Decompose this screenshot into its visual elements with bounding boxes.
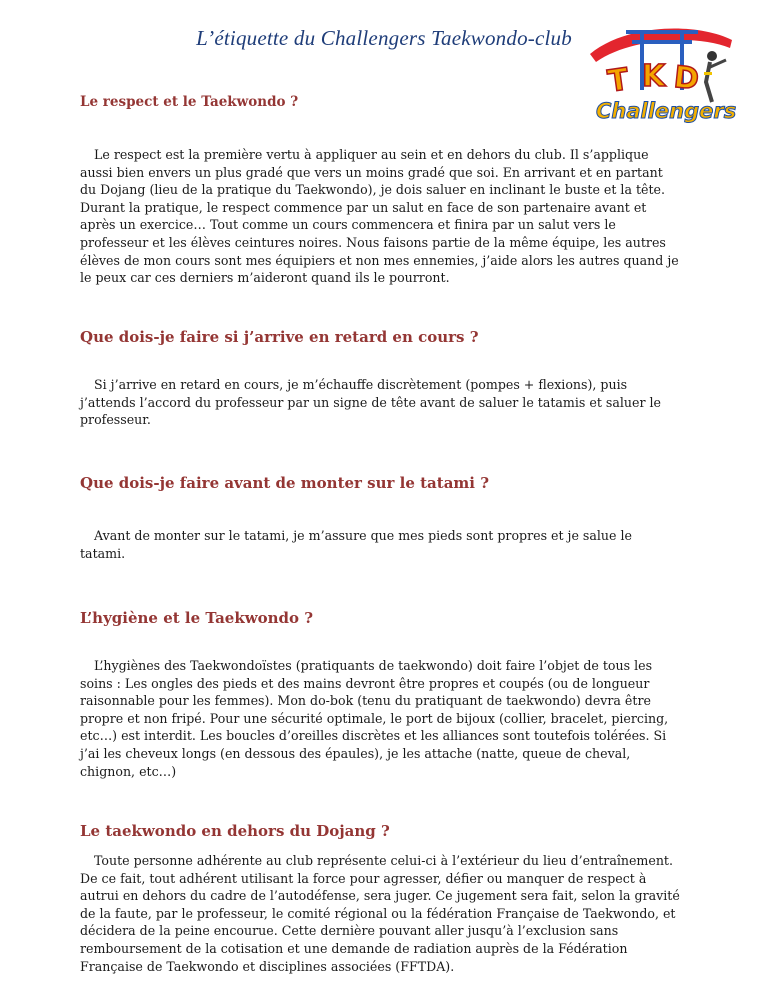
page-title: L’étiquette du Challengers Taekwondo-club [196, 26, 572, 50]
section-heading: L’hygiène et le Taekwondo ? [80, 609, 314, 627]
logo-letter-d: D [672, 59, 701, 98]
section-heading: Le taekwondo en dehors du Dojang ? [80, 822, 390, 840]
section-heading: Que dois-je faire avant de monter sur le tatami ? [80, 474, 489, 492]
section-heading: Que dois-je faire si j’arrive en retard en cours ? [80, 328, 479, 346]
section-body: Le respect est la première vertu à appliquer au sein et en dehors du club. Il s’applique aussi bien envers un plus gradé que vers un moins gradé que soi. En arrivant et en partant du Dojang (lieu de la pratique du Taekwondo), je dois saluer en inclinant le buste et la tête. Durant la pratique, le respect commence par un salut en face de son partenaire avant et après un exercice… Tout comme un cours commencera et finira par un salut vers le professeur et les élèves ceintures noires. Nous faisons partie de la même équipe, les autres élèves de mon cours sont mes équipiers et non mes ennemies, j’aide alors les autres quand je le peux car ces derniers m’aideront quand ils le pourront. [80, 147, 679, 286]
section-tatami [80, 474, 680, 562]
logo-letter-k: K [642, 59, 666, 94]
logo-letter-t: T [605, 61, 631, 100]
logo-caption: Challengers [596, 99, 736, 123]
section-hygiene [80, 609, 680, 780]
section-respect [80, 94, 680, 287]
section-dehors-dojang [80, 822, 680, 975]
section-body: Avant de monter sur le tatami, je m’assure que mes pieds sont propres et je salue le tatami. [80, 528, 632, 561]
section-body: Toute personne adhérente au club représente celui-ci à l’extérieur du lieu d’entraînement. De ce fait, tout adhérent utilisant la force pour agresser, défier ou manquer de respect à autrui en dehors du cadre de l’autodéfense, sera juger. Ce jugement sera fait, selon la gravité de la faute, par le professeur, le comité régional ou la fédération Française de Taekwondo, et décidera de la peine encourue. Cette dernière pouvant aller jusqu’à l’exclusion sans remboursement de la cotisation et une demande de radiation auprès de la Fédération Française de Taekwondo et disciplines associées (FFTDA). [80, 853, 680, 974]
section-retard [80, 328, 680, 429]
section-body: L’hygiènes des Taekwondoïstes (pratiquants de taekwondo) doit faire l’objet de tous les soins : Les ongles des pieds et des mains devront être propres et coupés (ou de longueur raisonnable pour les femmes). Mon do-bok (tenu du pratiquant de taekwondo) devra être propre et non fripé. Pour une sécurité optimale, le port de bijoux (collier, bracelet, piercing, etc…) est interdit. Les boucles d’oreilles discrètes et les alliances sont toutefois tolérées. Si j’ai les cheveux longs (en dessous des épaules), je les attache (natte, queue de cheval, chignon, etc…) [80, 658, 669, 779]
section-body: Si j’arrive en retard en cours, je m’échauffe discrètement (pompes + flexions), puis j’attends l’accord du professeur par un signe de tête avant de saluer le tatamis et saluer le professeur. [80, 377, 661, 428]
section-heading: Le respect et le Taekwondo ? [80, 94, 299, 110]
kicking-figure-icon [704, 51, 726, 102]
